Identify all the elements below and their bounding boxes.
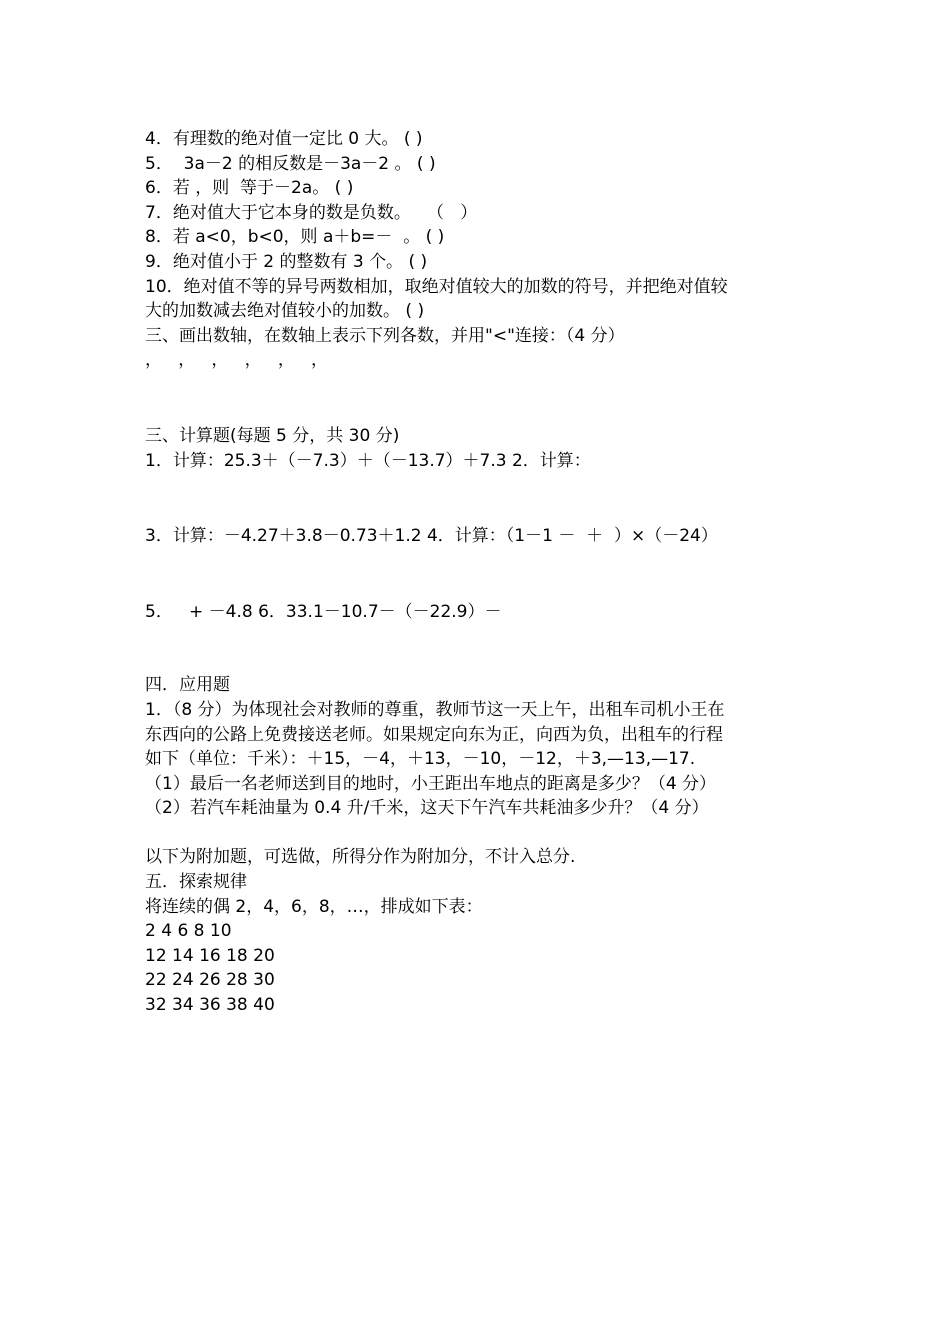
calc-row-2: 3．计算：－4.27＋3.8－0.73＋1.2 4．计算：（1－1 － ＋ ）×（－24） (145, 526, 718, 547)
number-line-heading: 三、画出数轴，在数轴上表示下列各数，并用"<"连接：（4 分） (145, 325, 625, 346)
even-number-row: 2 4 6 8 10 (145, 921, 232, 942)
bonus-heading: 五．探索规律 (145, 872, 247, 893)
spacer (145, 549, 815, 600)
spacer (145, 821, 815, 846)
spacer (145, 373, 815, 424)
application-line: 1．（8 分）为体现社会对教师的尊重，教师节这一天上午，出租车司机小王在 (145, 699, 725, 720)
true-false-section (145, 127, 815, 324)
calc-row-3: 5． + －4.8 6．33.1－10.7－（－22.9）－ (145, 601, 502, 622)
judge-item-9: 9．绝对值小于 2 的整数有 3 个。 ( ) (145, 251, 428, 272)
calc-heading: 三、计算题(每题 5 分，共 30 分) (145, 425, 400, 446)
application-question-2: （2）若汽车耗油量为 0.4 升/千米，这天下午汽车共耗油多少升？（4 分） (145, 798, 709, 819)
application-heading: 四．应用题 (145, 675, 230, 696)
number-line-numbers: ， ， ， ， ， ， (145, 350, 329, 371)
application-question-1: （1）最后一名老师送到目的地时，小王距出车地点的距离是多少？（4 分） (145, 773, 717, 794)
judge-item-7: 7．绝对值大于它本身的数是负数。 （ ） (145, 202, 478, 223)
application-line: 东西向的公路上免费接送老师。如果规定向东为正，向西为负，出租车的行程 (145, 724, 723, 745)
judge-item-6: 6．若 ，则 等于－2a。 ( ) (145, 178, 354, 199)
calculation-section (145, 424, 815, 624)
spacer (145, 624, 815, 673)
even-number-row: 12 14 16 18 20 (145, 945, 275, 966)
calc-row-1: 1．计算：25.3＋（－7.3）＋（－13.7）＋7.3 2．计算： (145, 450, 591, 471)
bonus-note: 以下为附加题，可选做，所得分作为附加分，不计入总分. (145, 847, 576, 868)
bonus-section (145, 845, 815, 1017)
document-content (145, 127, 815, 1018)
bonus-intro: 将连续的偶 2，4，6，8，…，排成如下表： (145, 896, 483, 917)
even-number-row: 32 34 36 38 40 (145, 995, 275, 1016)
even-number-row: 22 24 26 28 30 (145, 970, 275, 991)
number-line-section (145, 324, 815, 373)
judge-item-5: 5． 3a－2 的相反数是－3a－2 。 ( ) (145, 153, 436, 174)
judge-item-10-line2: 大的加数减去绝对值较小的加数。 ( ) (145, 301, 425, 322)
application-line: 如下（单位：千米）：＋15，－4，＋13，－10，－12，＋3,—13,—17. (145, 749, 696, 770)
judge-item-10-line1: 10．绝对值不等的异号两数相加，取绝对值较大的加数的符号，并把绝对值较 (145, 276, 728, 297)
application-section (145, 673, 815, 821)
judge-item-4: 4．有理数的绝对值一定比 0 大。 ( ) (145, 129, 423, 149)
judge-item-8: 8．若 a<0，b<0，则 a＋b=－ 。 ( ) (145, 227, 445, 248)
spacer (145, 473, 815, 524)
